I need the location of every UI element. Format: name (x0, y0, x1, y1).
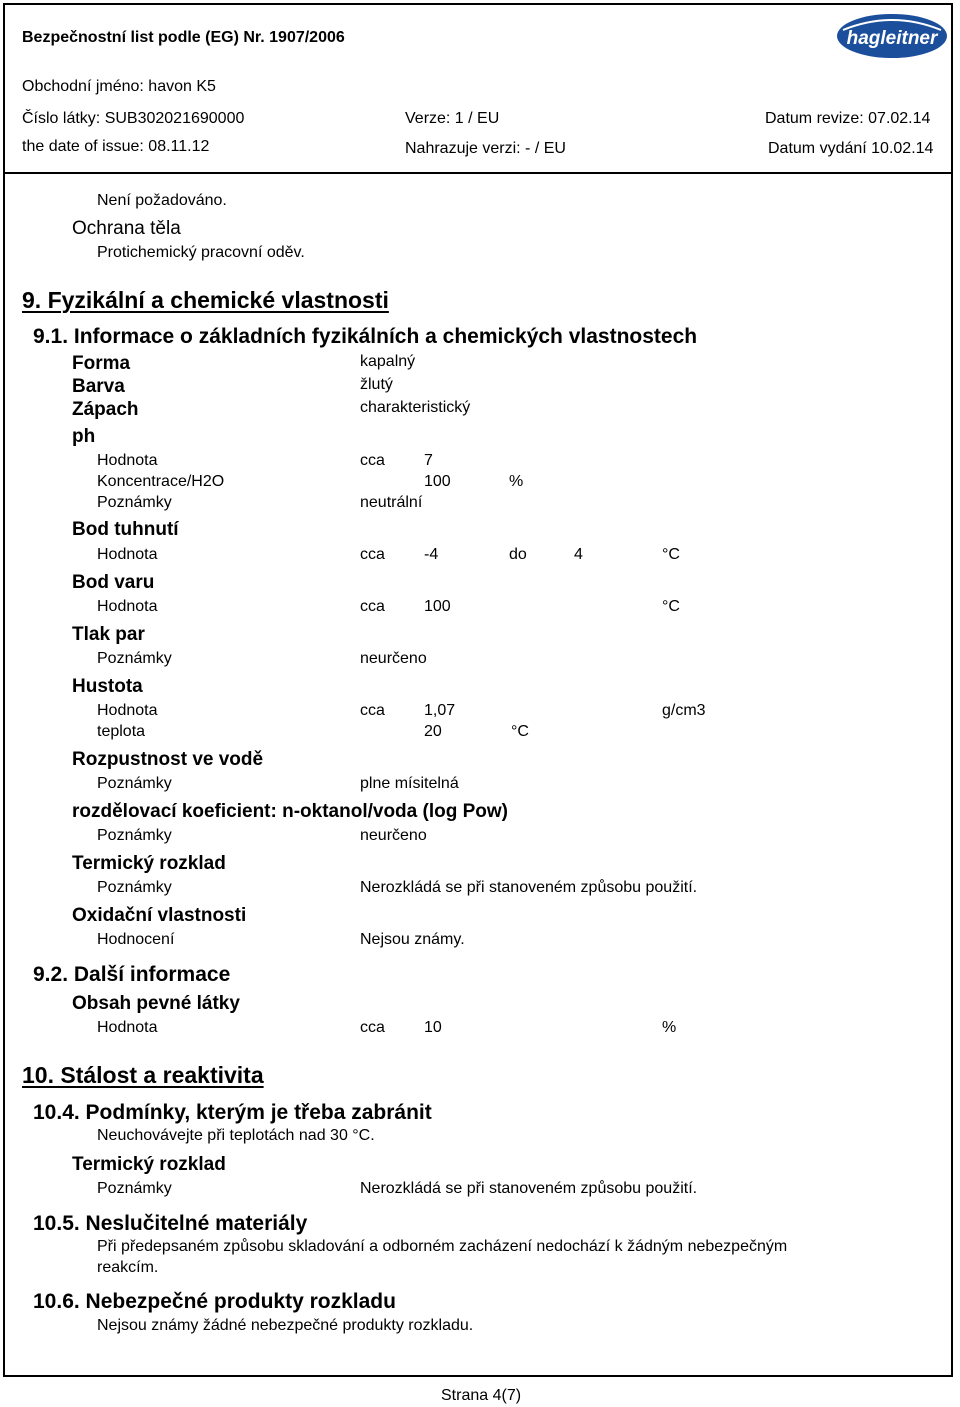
oxidising-properties-label: Hodnocení (97, 931, 175, 948)
forma-label: Forma (72, 353, 131, 374)
ph-value: 7 (424, 452, 433, 469)
subsection-10-5-text-line2: reakcím. (97, 1259, 159, 1276)
subsection-10-5-text-line1: Při předepsaném způsobu skladování a odborném zacházení nedochází k žádným nebezpečným (97, 1238, 788, 1255)
density-qualifier: cca (360, 702, 385, 719)
oxidising-properties-value: Nejsou známy. (360, 931, 465, 948)
freezing-point-from: -4 (424, 546, 439, 563)
substance-number: Číslo látky: SUB302021690000 (22, 110, 245, 127)
body-protection-heading: Ochrana těla (72, 218, 181, 239)
density-temperature-label: teplota (97, 723, 146, 740)
s10-thermal-decomposition-label: Poznámky (97, 1180, 172, 1197)
zapach-value: charakteristický (360, 399, 471, 416)
subsection-10-4-heading: 10.4. Podmínky, kterým je třeba zabránit (33, 1101, 432, 1124)
vapour-pressure-value: neurčeno (360, 650, 427, 667)
subsection-9-1-heading: 9.1. Informace o základních fyzikálních a chemických vlastnostech (33, 325, 698, 348)
release-date: Datum vydání 10.02.14 (768, 140, 934, 157)
ph-notes-value: neutrální (360, 494, 423, 511)
degree-sign: ° (511, 723, 518, 740)
ph-notes-label: Poznámky (97, 494, 172, 511)
doc-title: Bezpečnostní list podle (EG) Nr. 1907/2006 (22, 29, 345, 46)
density-unit: g/cm3 (662, 702, 706, 719)
water-solubility-label: Poznámky (97, 775, 172, 792)
solid-content-value: 10 (424, 1019, 442, 1036)
header-divider (3, 172, 953, 174)
s10-thermal-decomposition-value: Nerozkládá se při stanoveném způsobu použití. (360, 1180, 698, 1197)
trade-name: Obchodní jméno: havon K5 (22, 78, 216, 95)
solid-content-heading: Obsah pevné látky (72, 993, 240, 1014)
boiling-point-value: 100 (424, 598, 451, 615)
thermal-decomposition-label: Poznámky (97, 879, 172, 896)
issue-date: the date of issue: 08.11.12 (22, 138, 210, 155)
density-value: 1,07 (424, 702, 456, 719)
solid-content-unit: % (662, 1019, 677, 1036)
forma-value: kapalný (360, 353, 416, 370)
freezing-point-unit: °C (662, 546, 680, 563)
subsection-9-2-heading: 9.2. Další informace (33, 963, 231, 986)
zapach-label: Zápach (72, 399, 139, 420)
boiling-point-heading: Bod varu (72, 572, 155, 593)
solid-content-label: Hodnota (97, 1019, 158, 1036)
body-protection-text: Protichemický pracovní oděv. (97, 244, 305, 261)
barva-value: žlutý (360, 376, 393, 393)
boiling-point-unit: °C (662, 598, 680, 615)
ph-concentration-label: Koncentrace/H2O (97, 473, 225, 490)
section-9-heading: 9. Fyzikální a chemické vlastnosti (22, 287, 389, 313)
partition-coefficient-label: Poznámky (97, 827, 172, 844)
thermal-decomposition-value: Nerozkládá se při stanoveném způsobu použití. (360, 879, 698, 896)
density-temperature-unit: °C (511, 723, 529, 740)
freezing-point-do: do (509, 546, 527, 563)
freezing-point-to: 4 (574, 546, 583, 563)
s10-thermal-decomposition-heading: Termický rozklad (72, 1154, 226, 1175)
density-label: Hodnota (97, 702, 158, 719)
barva-label: Barva (72, 376, 125, 397)
solid-content-qualifier: cca (360, 1019, 385, 1036)
subsection-10-6-text: Nejsou známy žádné nebezpečné produkty rozkladu. (97, 1317, 474, 1334)
freezing-point-qualifier: cca (360, 546, 385, 563)
water-solubility-value: plne mísitelná (360, 775, 459, 792)
version: Verze: 1 / EU (405, 110, 500, 127)
ph-concentration-unit: % (509, 473, 524, 490)
logo-text: hagleitner (846, 28, 938, 49)
boiling-point-label: Hodnota (97, 598, 158, 615)
density-heading: Hustota (72, 676, 143, 697)
ph-qualifier: cca (360, 452, 385, 469)
boiling-point-qualifier: cca (360, 598, 385, 615)
section-10-heading: 10. Stálost a reaktivita (22, 1062, 264, 1088)
subsection-10-6-heading: 10.6. Nebezpečné produkty rozkladu (33, 1290, 396, 1313)
subsection-10-4-text: Neuchovávejte při teplotách nad 30 °C. (97, 1127, 375, 1144)
freezing-point-heading: Bod tuhnutí (72, 519, 179, 540)
vapour-pressure-heading: Tlak par (72, 624, 145, 645)
ph-heading: ph (72, 426, 96, 447)
water-solubility-heading: Rozpustnost ve vodě (72, 749, 264, 770)
replaces-version: Nahrazuje verzi: - / EU (405, 140, 566, 157)
ph-concentration-value: 100 (424, 473, 451, 490)
partition-coefficient-value: neurčeno (360, 827, 427, 844)
freezing-point-label: Hodnota (97, 546, 158, 563)
vapour-pressure-label: Poznámky (97, 650, 172, 667)
degree-sign: ° (662, 598, 669, 615)
not-required-text: Není požadováno. (97, 192, 227, 209)
ph-value-label: Hodnota (97, 452, 158, 469)
subsection-10-5-heading: 10.5. Neslučitelné materiály (33, 1212, 308, 1235)
page-number: Strana 4(7) (441, 1387, 522, 1404)
thermal-decomposition-heading: Termický rozklad (72, 853, 226, 874)
revision-date: Datum revize: 07.02.14 (765, 110, 931, 127)
density-temperature-value: 20 (424, 723, 442, 740)
oxidising-properties-heading: Oxidační vlastnosti (72, 905, 247, 926)
hagleitner-logo (835, 12, 949, 60)
degree-sign: ° (662, 546, 669, 563)
partition-coefficient-heading: rozdělovací koeficient: n-oktanol/voda (log Pow) (72, 801, 508, 822)
